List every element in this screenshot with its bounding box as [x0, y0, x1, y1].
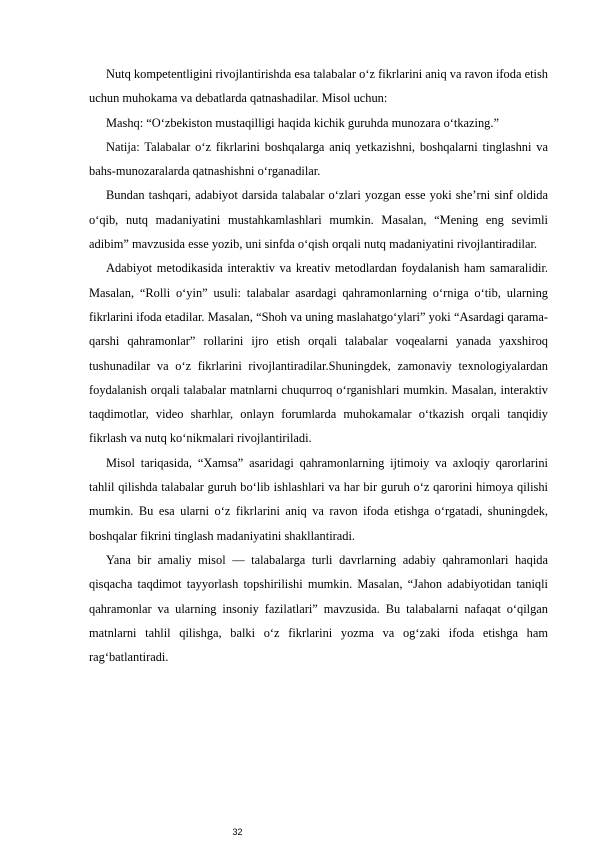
paragraph-result: Natija: Talabalar o‘z fikrlarini boshqalarga aniq yetkazishni, boshqalarni tinglashni va bahs-munozaralarda qatnashishni o‘rganadilar. [89, 139, 548, 179]
paragraph-xamsa-example: Misol tariqasida, “Xamsa” asaridagi qahramonlarning ijtimoiy va axloqiy qarorlarini tahlil qilishda talabalar guruh bo‘lib ishlashlari va har bir guruh o‘z qarorini himoya qilishi mumkin. Bu esa ularni o‘z fikrlarini aniq va ravon ifoda etishga o‘rgatadi, shuningdek, boshqalar fikrini tinglash madaniyatini shakllantiradi. [89, 455, 548, 543]
paragraph-speech-competence: Nutq kompetentligini rivojlantirishda esa talabalar o‘z fikrlarini aniq va ravon ifoda etish uchun muhokama va debatlarda qatnashadilar. Misol uchun: [89, 67, 548, 106]
paragraph-presentation-example: Yana bir amaliy misol — talabalarga turli davrlarning adabiy qahramonlari haqida qisqacha taqdimot tayyorlash topshirilishi mumkin. Masalan, “Jahon adabiyotidan taniqli qahramonlar va ularning insoniy fazilatlari” mavzusida. Bu talabalarni nafaqat o‘qilgan matnlarni tahlil qilishga, balki o‘z fikrlarini yozma va og‘zaki ifoda etishga ham rag‘batlantiradi. [89, 552, 548, 665]
page-number: 32 [232, 827, 243, 837]
document-body [89, 62, 548, 669]
paragraph-interactive-methods: Adabiyot metodikasida interaktiv va kreativ metodlardan foydalanish ham samaralidir. Masalan, “Rolli o‘yin” usuli: talabalar asardagi qahramonlarning o‘rniga o‘tib, ularning fikrlarini ifoda etadilar. Masalan, “Shoh va uning maslahatgo‘ylari” yoki “Asardagi qarama-qarshi qahramonlar” rollarini ijro etish orqali talabalar voqealarni yanada yaxshiroq tushunadilar va o‘z fikrlarini rivojlantiradilar.Shuningdek, zamonaviy texnologiyalardan foydalanish orqali talabalar matnlarni chuqurroq o‘rganishlari mumkin. Masalan, interaktiv taqdimotlar, video sharhlar, onlayn forumlarda muhokamalar o‘tkazish orqali tanqidiy fikrlash va nutq ko‘nikmalari rivojlantiriladi. [89, 261, 548, 446]
paragraph-exercise: Mashq: “O‘zbekiston mustaqilligi haqida kichik guruhda munozara o‘tkazing.” [106, 115, 499, 130]
paragraph-essay-reading: Bundan tashqari, adabiyot darsida talabalar o‘zlari yozgan esse yoki she’rni sinf oldida o‘qib, nutq madaniyatini mustahkamlashlari mumkin. Masalan, “Mening eng sevimli adibim” mavzusida esse yozib, uni sinfda o‘qish orqali nutq madaniyatini rivojlantiradilar. [89, 188, 548, 252]
